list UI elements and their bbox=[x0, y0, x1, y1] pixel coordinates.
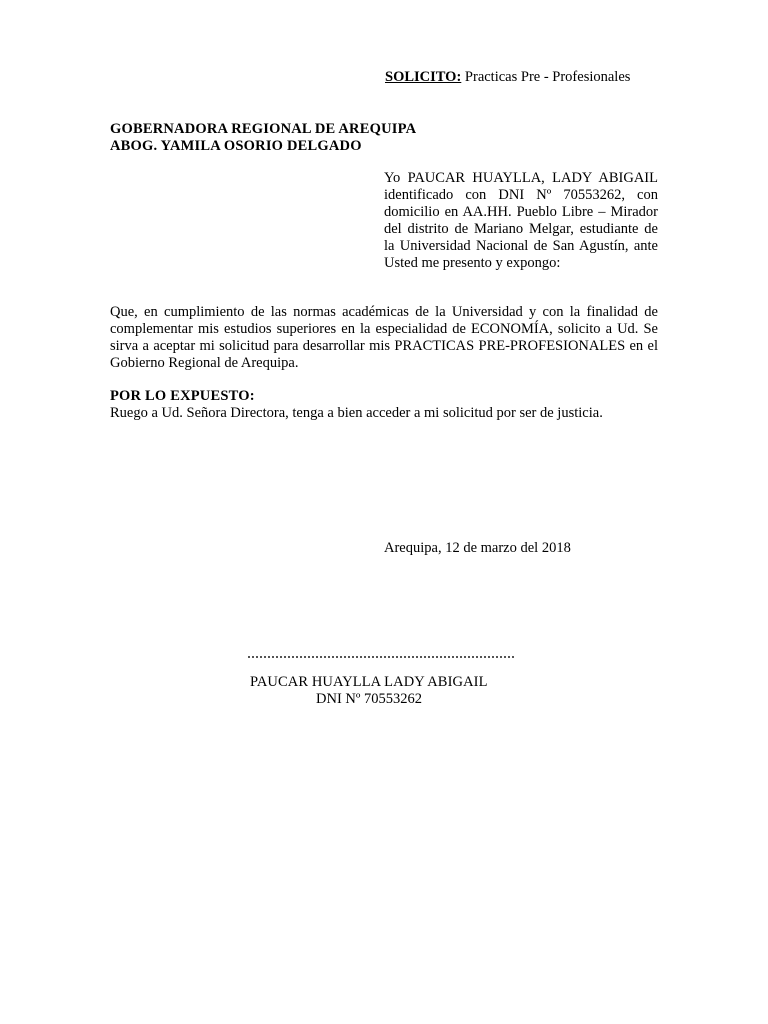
closing-text: Ruego a Ud. Señora Directora, tenga a bien acceder a mi solicitud por ser de justicia. bbox=[110, 405, 603, 421]
closing-title: POR LO EXPUESTO: bbox=[110, 388, 255, 404]
signature-id: DNI Nº 70553262 bbox=[316, 691, 422, 707]
intro-paragraph: Yo PAUCAR HUAYLLA, LADY ABIGAIL identificado con DNI Nº 70553262, con domicilio en AA.HH. Pueblo Libre – Mirador del distrito de Mariano Melgar, estudiante de la Universidad Nacional de San Agustín, ante Usted me presento y expongo: bbox=[384, 170, 658, 271]
signature-name: PAUCAR HUAYLLA LADY ABIGAIL bbox=[250, 674, 488, 690]
subject-line bbox=[385, 69, 630, 86]
addressee-block bbox=[110, 121, 416, 155]
subject-text: Practicas Pre - Profesionales bbox=[464, 69, 631, 85]
addressee-title: GOBERNADORA REGIONAL DE AREQUIPA bbox=[110, 121, 417, 137]
signature-line bbox=[248, 656, 514, 658]
addressee-name: ABOG. YAMILA OSORIO DELGADO bbox=[110, 138, 362, 154]
subject-label: SOLICITO: bbox=[385, 69, 462, 85]
place-date: Arequipa, 12 de marzo del 2018 bbox=[384, 540, 571, 556]
body-paragraph: Que, en cumplimiento de las normas académicas de la Universidad y con la finalidad de complementar mis estudios superiores en la especialidad de ECONOMÍA, solicito a Ud. Se sirva a aceptar mi solicitud para desarrollar mis PRACTICAS PRE-PROFESIONALES en el Gobierno Regional de Arequipa. bbox=[110, 304, 658, 371]
